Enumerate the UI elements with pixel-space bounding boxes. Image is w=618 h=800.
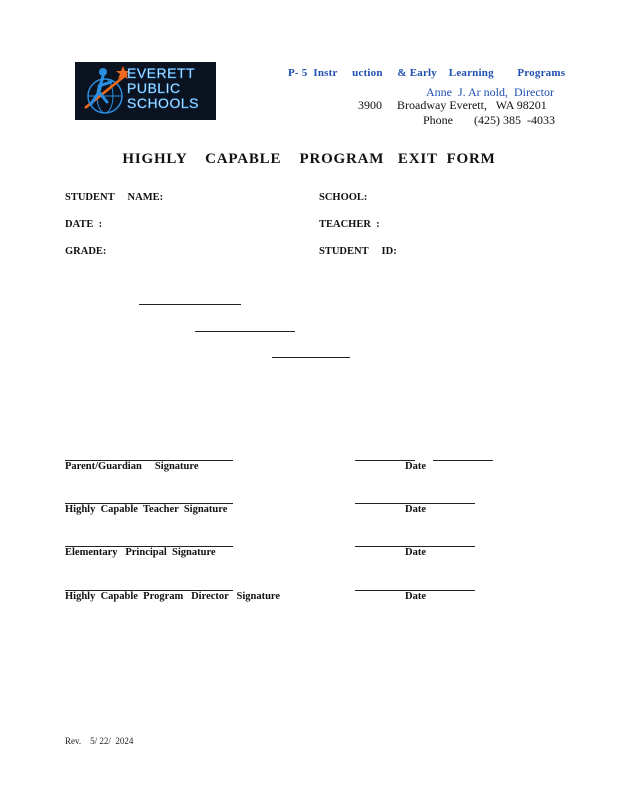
teacher-signature-label: Highly Capable Teacher Signature xyxy=(65,504,228,515)
blank-line[interactable] xyxy=(272,357,350,358)
district-logo xyxy=(75,62,216,120)
director-signature-label: Highly Capable Program Director Signature xyxy=(65,591,281,602)
director-name: Anne J. Ar nold, Director xyxy=(426,85,554,99)
school-label: SCHOOL: xyxy=(319,192,368,203)
logo-line-2: PUBLIC xyxy=(127,80,181,96)
grade-label: GRADE: xyxy=(65,246,107,257)
principal-date-label: Date xyxy=(405,547,426,558)
director-date-label: Date xyxy=(405,591,426,602)
revision-date: Rev. 5/ 22/ 2024 xyxy=(65,736,134,746)
blank-line[interactable] xyxy=(139,304,241,305)
logo-line-1: EVERETT xyxy=(127,65,196,81)
phone: Phone (425) 385 -4033 xyxy=(423,113,555,127)
parent-signature-label: Parent/Guardian Signature xyxy=(65,461,199,472)
logo-line-3: SCHOOLS xyxy=(127,95,199,111)
department-name: P- 5 Instr uction & Early Learning Programs xyxy=(288,67,566,79)
date-label: DATE : xyxy=(65,219,103,230)
principal-signature-label: Elementary Principal Signature xyxy=(65,547,216,558)
teacher-label: TEACHER : xyxy=(319,219,380,230)
date-line-parent-2[interactable] xyxy=(433,460,493,461)
address: 3900 Broadway Everett, WA 98201 xyxy=(358,98,547,112)
blank-line[interactable] xyxy=(195,331,295,332)
logo-wordmark xyxy=(127,66,199,111)
student-id-label: STUDENT ID: xyxy=(319,246,397,257)
form-title: HIGHLY CAPABLE PROGRAM EXIT FORM xyxy=(122,151,496,167)
parent-date-label: Date xyxy=(405,461,426,472)
teacher-date-label: Date xyxy=(405,504,426,515)
student-name-label: STUDENT NAME: xyxy=(65,192,164,203)
